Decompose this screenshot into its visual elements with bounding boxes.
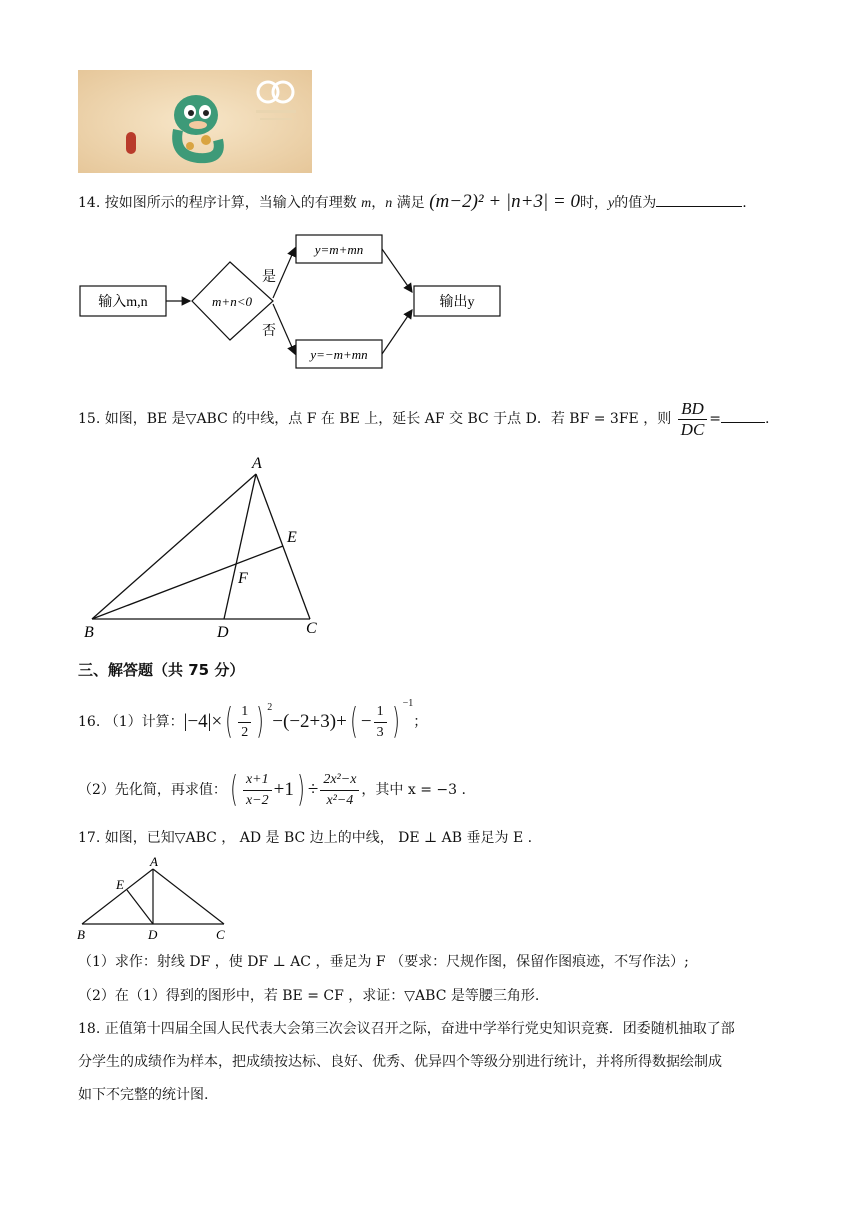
q16-part1 <box>78 694 427 750</box>
q17-text <box>78 828 532 848</box>
q15-eq: = <box>709 411 722 427</box>
q14-var-m: m <box>361 196 372 211</box>
q17-label-d: D <box>148 927 158 942</box>
q16-third <box>374 702 387 743</box>
paren-open-2: ( <box>349 701 358 742</box>
q16-expr-b: −(−2+3)+ <box>272 711 347 732</box>
paren-open-3: ( <box>230 769 238 810</box>
side-ab <box>92 474 256 619</box>
q17-perp-de <box>127 890 153 924</box>
q16-part1-end: ； <box>413 714 428 730</box>
q14-text-c: 时， <box>580 195 609 211</box>
q15-text <box>78 397 769 441</box>
flow-input-label: 输入m,n <box>98 295 148 310</box>
q16-f2-num: 2x²−x <box>320 770 359 791</box>
q18-line3: 如下不完整的统计图. <box>78 1087 209 1103</box>
flow-yes-formula: y=m+mn <box>314 242 364 257</box>
q18-line1 <box>78 1019 735 1039</box>
q17-side-ac <box>153 869 224 924</box>
q16-square: 2 <box>267 702 273 713</box>
q14-answer-blank[interactable] <box>656 192 742 207</box>
q16-fraction-2 <box>320 770 359 811</box>
q15-fraction <box>678 399 708 440</box>
q16-inverse: −1 <box>402 698 414 709</box>
q18-number: 18. <box>78 1021 101 1037</box>
q15-end: . <box>765 411 770 427</box>
segment-ad <box>224 474 256 619</box>
q14-condition: (m−2)² + |n+3| = 0 <box>429 191 581 212</box>
q16-half-den: 2 <box>241 724 249 740</box>
q16-f1-num: x+1 <box>243 770 272 791</box>
q18-line1-text: 正值第十四届全国人民代表大会第三次会议召开之际，奋进中学举行党史知识竞赛．团委随机抽取了部 <box>104 1021 735 1037</box>
q16-part1-label: （1）计算： <box>104 714 184 730</box>
triangle-abc-svg <box>78 450 338 642</box>
q16-part2 <box>78 762 466 818</box>
q16-part2-tail: ，其中 x = −3 . <box>361 782 466 798</box>
q15-frac-num: BD <box>678 399 708 420</box>
q16-third-den: 3 <box>376 724 384 740</box>
paren-close-3: ) <box>297 769 305 810</box>
q14-var-n: n <box>385 196 393 211</box>
section-heading: 三、解答题（共 75 分） <box>78 661 245 679</box>
flow-yes-label: 是 <box>262 270 276 285</box>
q15-body: 如图，BE 是▽ABC 的中线，点 F 在 BE 上，延长 AF 交 BC 于点 D．若 BF = 3FE ，则 <box>104 411 672 427</box>
segment-be <box>92 546 283 619</box>
q17-label-b: B <box>77 927 85 942</box>
q14-text <box>78 192 747 214</box>
q16-neg: − <box>360 711 372 732</box>
q14-sep: ， <box>371 195 386 211</box>
label-b: B <box>84 624 94 641</box>
label-f: F <box>238 570 248 587</box>
q14-var-y: y <box>608 196 615 211</box>
q14-text-b: 满足 <box>396 195 425 211</box>
q16-number: 16. <box>78 714 101 730</box>
q17-label-e: E <box>116 877 124 892</box>
q16-part2-label: （2）先化简，再求值： <box>78 782 227 798</box>
flow-decision-label: m+n<0 <box>212 294 252 309</box>
q14-flowchart <box>78 228 508 376</box>
triangle-q17-svg <box>74 852 234 944</box>
label-a: A <box>252 455 262 472</box>
q14-text-d: 的值为 <box>614 195 657 211</box>
q15-answer-blank[interactable] <box>721 408 765 423</box>
q17-part1: （1）求作：射线 DF ，使 DF ⊥ AC ，垂足为 F （要求：尺规作图，保留作图痕迹，不写作法）; <box>78 954 689 970</box>
paren-close-1: ) <box>256 701 265 742</box>
q18-line2: 分学生的成绩作为样本，把成绩按达标、良好、优秀、优异四个等级分别进行统计，并将所得数据绘制成 <box>78 1054 722 1070</box>
q15-number: 15. <box>78 411 101 427</box>
flow-no-formula: y=−m+mn <box>310 347 368 362</box>
q16-half-num: 1 <box>238 702 251 723</box>
q17-body: 如图，已知▽ABC ， AD 是 BC 边上的中线， DE ⊥ AB 垂足为 E . <box>104 830 533 846</box>
q16-third-num: 1 <box>374 702 387 723</box>
paren-open-1: ( <box>225 701 234 742</box>
q16-half <box>238 702 251 743</box>
q17-label-a: A <box>150 854 158 869</box>
label-d: D <box>217 624 229 641</box>
snake-illustration <box>78 70 312 173</box>
q17-figure <box>74 852 234 944</box>
label-c: C <box>306 620 317 637</box>
q16-f1-den: x−2 <box>245 792 269 808</box>
q16-plus-one: +1 <box>273 779 294 800</box>
q16-expr-a: |−4|× <box>183 711 223 732</box>
q15-figure <box>78 450 338 642</box>
q16-f2-den: x²−4 <box>326 792 354 808</box>
q17-label-c: C <box>216 927 225 942</box>
paren-close-2: ) <box>391 701 400 742</box>
q14-end: . <box>742 195 747 211</box>
label-e: E <box>287 529 297 546</box>
q14-number: 14. <box>78 195 101 211</box>
q16-fraction-1 <box>243 770 272 811</box>
q15-frac-den: DC <box>680 419 705 439</box>
q17-part2: （2）在（1）得到的图形中，若 BE = CF ，求证：▽ABC 是等腰三角形. <box>78 988 540 1004</box>
flow-no-label: 否 <box>262 324 276 339</box>
mascot-image <box>78 70 312 173</box>
q16-div: ÷ <box>307 779 319 800</box>
q17-number: 17. <box>78 830 101 846</box>
flowchart-svg <box>78 228 508 376</box>
q14-text-a: 按如图所示的程序计算，当输入的有理数 <box>104 195 357 211</box>
flow-output-label: 输出y <box>439 295 475 310</box>
